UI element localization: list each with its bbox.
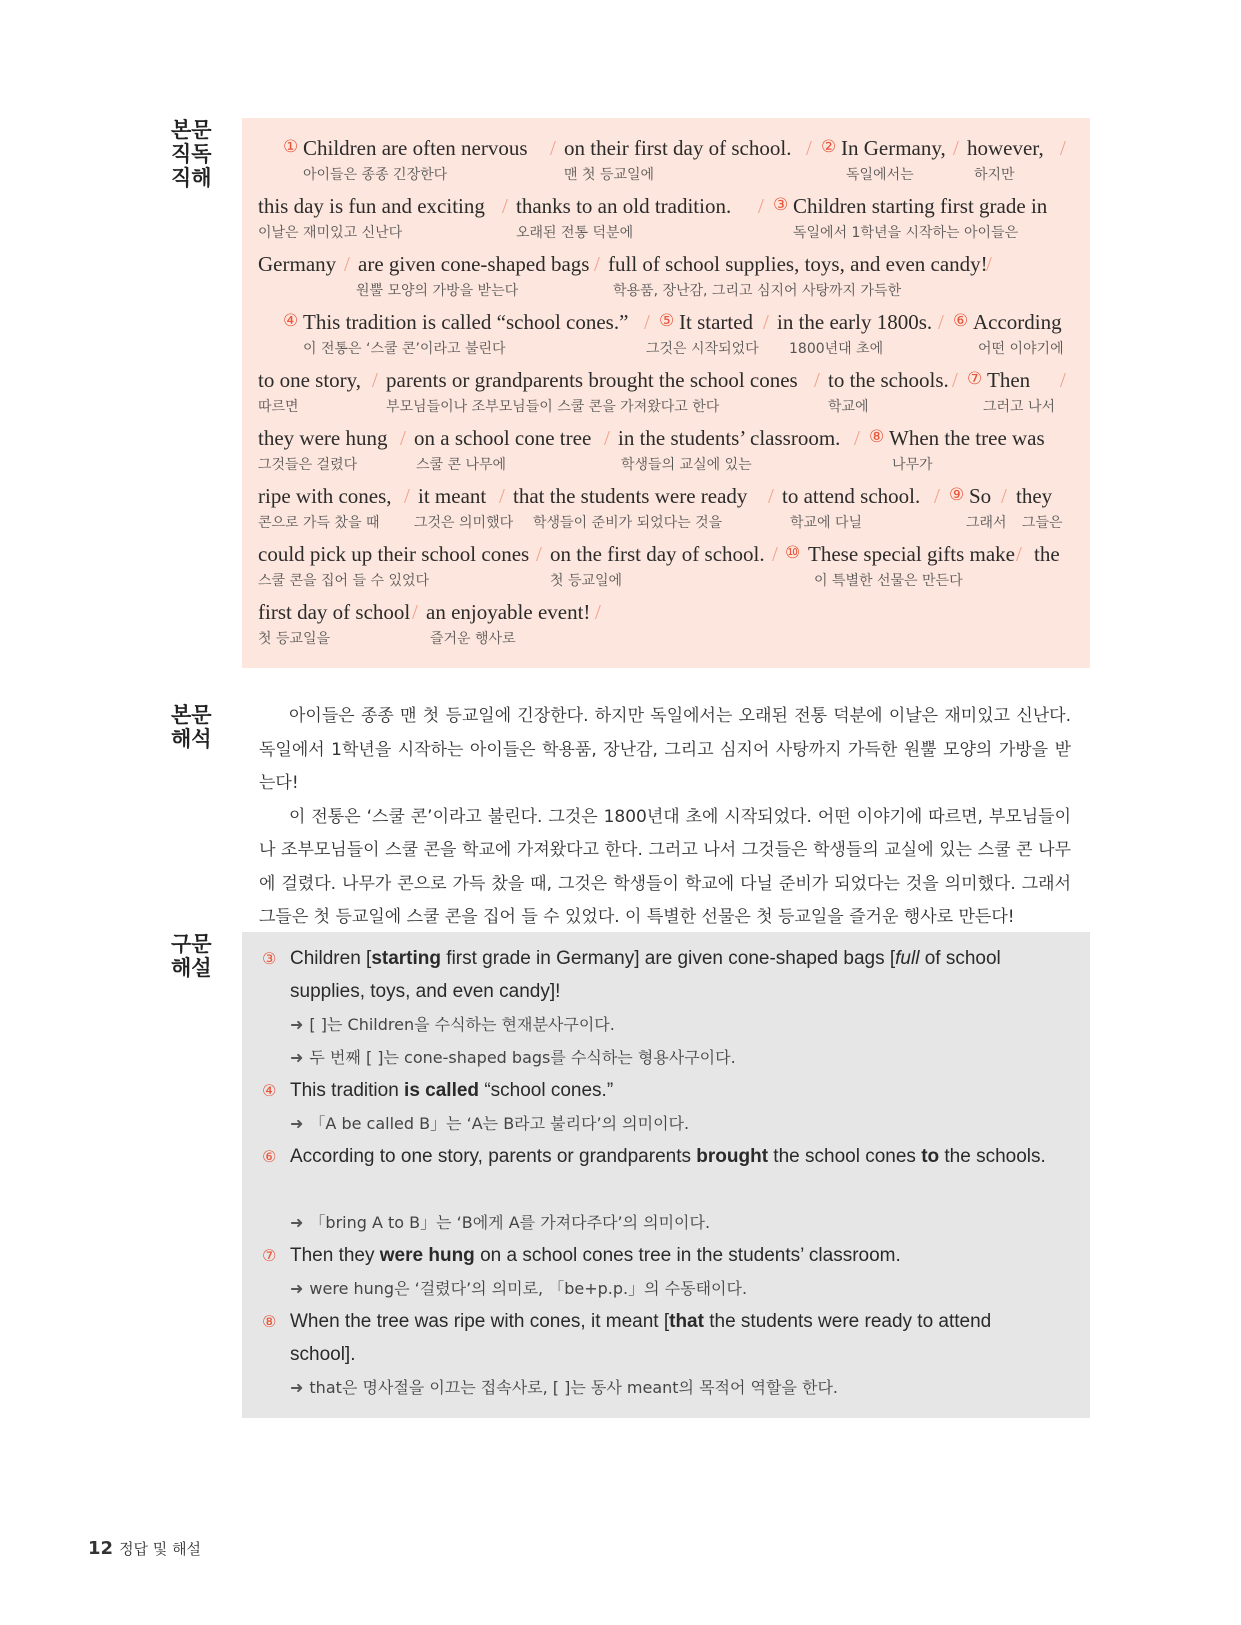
emphasis: is called xyxy=(404,1080,480,1101)
slash: / xyxy=(1060,136,1066,160)
gloss: 그것은 시작되었다 xyxy=(646,341,759,357)
slash: / xyxy=(1060,368,1066,392)
chunk: So xyxy=(969,484,992,508)
chunk: thanks to an old tradition. xyxy=(516,194,732,218)
sentence-number: ① xyxy=(283,137,299,157)
text: According to one story, parents or grandparents xyxy=(290,1146,697,1167)
chunk: These special gifts make xyxy=(808,542,1016,566)
text: the students were ready to attend school]. xyxy=(290,1311,992,1365)
chunk: full of school supplies, toys, and even candy! xyxy=(608,252,988,276)
slash: / xyxy=(986,252,992,276)
gloss: 그들은 xyxy=(1022,515,1063,531)
syntax-sentence xyxy=(290,942,1050,1008)
gloss: 학교에 다닐 xyxy=(790,515,863,531)
label-line: 구문 xyxy=(171,932,212,956)
syntax-sentence xyxy=(290,1239,1050,1272)
text: the school cones xyxy=(768,1146,922,1167)
note-text: 「bring A to B」는 ‘B에게 A를 가져다주다’의 의미이다. xyxy=(309,1213,711,1232)
footer-title: 정답 및 해설 xyxy=(119,1540,202,1558)
sentence-number: ⑦ xyxy=(967,369,983,389)
arrow-icon: ➜ xyxy=(290,1213,304,1232)
slash: / xyxy=(502,194,508,218)
text: When the tree was ripe with cones, it meant [ xyxy=(290,1311,670,1332)
syntax-note xyxy=(290,1272,1050,1305)
chunk: This tradition is called “school cones.” xyxy=(303,310,629,334)
slash: / xyxy=(854,426,860,450)
gloss: 학용품, 장난감, 그리고 심지어 사탕까지 가득한 xyxy=(613,283,902,299)
syntax-note xyxy=(290,1107,1050,1140)
chunk: In Germany, xyxy=(841,136,946,160)
translation-paragraph: 아이들은 종종 맨 첫 등교일에 긴장한다. 하지만 독일에서는 오래된 전통 덕분에 이날은 재미있고 신난다. 독일에서 1학년을 시작하는 아이들은 학용품, 장난감, 그리고 심지어 사탕까지 가득한 원뿔 모양의 가방을 받는다! xyxy=(259,706,1071,793)
syntax-sentence xyxy=(290,1305,1050,1371)
gloss: 학생들의 교실에 있는 xyxy=(621,457,752,473)
emphasis: brought xyxy=(696,1146,769,1167)
slash: / xyxy=(344,252,350,276)
arrow-icon: ➜ xyxy=(290,1378,304,1397)
syntax-sentence xyxy=(290,1074,1050,1107)
gloss: 이 전통은 ‘스쿨 콘’이라고 불린다 xyxy=(303,341,506,357)
translation-paragraph: 이 전통은 ‘스쿨 콘’이라고 불린다. 그것은 1800년대 초에 시작되었다. 어떤 이야기에 따르면, 부모님들이나 조부모님들이 스쿨 콘을 학교에 가져왔다고 한다. 그러고 나서 그것들은 학생들의 교실에 있는 스쿨 콘 나무에 걸렸다. 나무가 콘으로 가득 찼을 때, 그것은 학생들이 학교에 다닐 준비가 되었다는 것을 의미했다. 그래서 그들은 첫 등교일에 스쿨 콘을 집어 들 수 있었다. 이 특별한 선물은 첫 등교일을 즐거운 행사로 만든다! xyxy=(259,806,1071,927)
syntax-note xyxy=(290,1206,1050,1239)
text: on a school cones tree in the students’ classroom. xyxy=(474,1245,901,1266)
slash: / xyxy=(806,136,812,160)
emphasis: starting xyxy=(371,948,442,969)
chunk: they were hung xyxy=(258,426,388,450)
chunk: however, xyxy=(967,136,1044,160)
syntax-note xyxy=(290,1041,1050,1074)
chunk: According xyxy=(973,310,1062,334)
label-line: 해석 xyxy=(171,727,212,751)
emphasis: to xyxy=(921,1146,940,1167)
sentence-number: ④ xyxy=(262,1081,277,1100)
gloss: 즐거운 행사로 xyxy=(430,631,516,647)
chunk: to one story, xyxy=(258,368,362,392)
sentence-number: ② xyxy=(821,137,837,157)
text: first grade in Germany] are given cone-shaped bags [ xyxy=(441,948,896,969)
gloss: 첫 등교일에 xyxy=(550,573,623,589)
chunk: this day is fun and exciting xyxy=(258,194,485,218)
sentence-number: ⑦ xyxy=(262,1246,277,1265)
chunk: an enjoyable event! xyxy=(426,600,591,624)
slash: / xyxy=(938,310,944,334)
chunk: to the schools. xyxy=(828,368,949,392)
sentence-number: ⑤ xyxy=(659,311,675,331)
label-direct-reading xyxy=(171,118,219,190)
slash: / xyxy=(594,252,600,276)
page-footer xyxy=(88,1538,201,1559)
slash: / xyxy=(953,136,959,160)
gloss: 맨 첫 등교일에 xyxy=(564,167,655,183)
gloss: 스쿨 콘 나무에 xyxy=(416,457,507,473)
slash: / xyxy=(644,310,650,334)
chunk: could pick up their school cones xyxy=(258,542,530,566)
gloss: 독일에서는 xyxy=(846,167,914,183)
sentence-number: ⑨ xyxy=(949,485,965,505)
gloss: 아이들은 종종 긴장한다 xyxy=(303,167,448,183)
emphasis: that xyxy=(669,1311,704,1332)
arrow-icon: ➜ xyxy=(290,1114,304,1133)
slash: / xyxy=(772,542,778,566)
slash: / xyxy=(595,600,601,624)
gloss: 이 특별한 선물은 만든다 xyxy=(814,573,963,589)
gloss: 첫 등교일을 xyxy=(258,631,331,647)
sentence-number: ⑥ xyxy=(953,311,969,331)
chunk: in the students’ classroom. xyxy=(618,426,841,450)
arrow-icon: ➜ xyxy=(290,1048,304,1067)
emphasis: full xyxy=(895,948,920,969)
label-translation xyxy=(171,703,219,751)
chunk: ripe with cones, xyxy=(258,484,392,508)
gloss: 오래된 전통 덕분에 xyxy=(516,225,634,241)
label-line: 직독 xyxy=(171,142,212,166)
note-text: [ ]는 Children을 수식하는 현재분사구이다. xyxy=(309,1015,615,1034)
sentence-number: ③ xyxy=(773,195,789,215)
slash: / xyxy=(763,310,769,334)
emphasis: were hung xyxy=(379,1245,475,1266)
slash: / xyxy=(1001,484,1007,508)
gloss: 그래서 xyxy=(966,515,1007,531)
syntax-note xyxy=(290,1008,1050,1041)
chunk: it meant xyxy=(418,484,487,508)
text: Children [ xyxy=(290,948,372,969)
note-text: 두 번째 [ ]는 cone-shaped bags를 수식하는 형용사구이다. xyxy=(309,1048,736,1067)
slash: / xyxy=(412,600,418,624)
arrow-icon: ➜ xyxy=(290,1279,304,1298)
chunk: Children are often nervous xyxy=(303,136,528,160)
chunk: that the students were ready xyxy=(513,484,748,508)
gloss: 부모님들이나 조부모님들이 스쿨 콘을 가져왔다고 한다 xyxy=(386,399,720,415)
chunk: on the first day of school. xyxy=(550,542,765,566)
gloss: 학생들이 준비가 되었다는 것을 xyxy=(533,515,723,531)
gloss: 학교에 xyxy=(828,399,869,415)
syntax-box xyxy=(242,932,1090,1418)
slash: / xyxy=(400,426,406,450)
chunk: to attend school. xyxy=(782,484,921,508)
chunk: they xyxy=(1016,484,1053,508)
sentence-number: ⑩ xyxy=(785,543,801,563)
slash: / xyxy=(604,426,610,450)
slash: / xyxy=(934,484,940,508)
slash: / xyxy=(499,484,505,508)
syntax-sentence xyxy=(290,1140,1050,1173)
label-line: 해설 xyxy=(171,956,212,980)
slash: / xyxy=(758,194,764,218)
sentence-number: ⑧ xyxy=(869,427,885,447)
chunk: Germany xyxy=(258,252,337,276)
sentence-number: ④ xyxy=(283,311,299,331)
slash: / xyxy=(404,484,410,508)
gloss: 어떤 이야기에 xyxy=(978,341,1064,357)
label-line: 본문 xyxy=(171,118,212,142)
sentence-number: ③ xyxy=(262,949,277,968)
text: This tradition xyxy=(290,1080,405,1101)
gloss: 그것은 의미했다 xyxy=(414,515,514,531)
gloss: 1800년대 초에 xyxy=(789,341,884,357)
gloss: 나무가 xyxy=(892,457,933,473)
translation-section xyxy=(259,700,1071,935)
chunk: in the early 1800s. xyxy=(777,310,933,334)
chunk: Children starting first grade in xyxy=(793,194,1048,218)
note-text: 「A be called B」는 ‘A는 B라고 불리다’의 의미이다. xyxy=(309,1114,690,1133)
slash: / xyxy=(768,484,774,508)
gloss: 따르면 xyxy=(258,399,299,415)
slash: / xyxy=(814,368,820,392)
gloss: 그러고 나서 xyxy=(983,399,1056,415)
slash: / xyxy=(536,542,542,566)
slash: / xyxy=(550,136,556,160)
text: of school supplies, toys, and even candy]! xyxy=(290,948,1001,1002)
gloss: 하지만 xyxy=(974,167,1015,183)
chunk: on a school cone tree xyxy=(414,426,592,450)
text: the schools. xyxy=(939,1146,1046,1167)
gloss: 그것들은 걸렸다 xyxy=(258,457,358,473)
slash: / xyxy=(1016,542,1022,566)
chunk: first day of school xyxy=(258,600,411,624)
text: Then they xyxy=(290,1245,380,1266)
slash: / xyxy=(952,368,958,392)
chunk: parents or grandparents brought the school cones xyxy=(386,368,798,392)
gloss: 스쿨 콘을 집어 들 수 있었다 xyxy=(258,573,430,589)
sentence-number: ⑥ xyxy=(262,1147,277,1166)
arrow-icon: ➜ xyxy=(290,1015,304,1034)
chunk: on their first day of school. xyxy=(564,136,792,160)
chunk: It started xyxy=(679,310,754,334)
sentence-number: ⑧ xyxy=(262,1312,277,1331)
label-line: 본문 xyxy=(171,703,212,727)
chunk: the xyxy=(1034,542,1060,566)
note-text: that은 명사절을 이끄는 접속사로, [ ]는 동사 meant의 목적어 역할을 한다. xyxy=(309,1378,839,1397)
text: “school cones.” xyxy=(479,1080,614,1101)
slash: / xyxy=(372,368,378,392)
gloss: 콘으로 가득 찼을 때 xyxy=(258,515,380,531)
label-syntax xyxy=(171,932,219,980)
gloss: 원뿔 모양의 가방을 받는다 xyxy=(356,283,519,299)
chunk: When the tree was xyxy=(889,426,1045,450)
gloss: 독일에서 1학년을 시작하는 아이들은 xyxy=(793,225,1019,241)
page-number: 12 xyxy=(88,1538,114,1559)
gloss: 이날은 재미있고 신난다 xyxy=(258,225,403,241)
syntax-note xyxy=(290,1371,1050,1404)
label-line: 직해 xyxy=(171,166,212,190)
direct-reading-box xyxy=(242,118,1090,668)
note-text: were hung은 ‘걸렸다’의 의미로, 「be+p.p.」의 수동태이다. xyxy=(309,1279,748,1298)
chunk: are given cone-shaped bags xyxy=(358,252,590,276)
chunk: Then xyxy=(987,368,1031,392)
